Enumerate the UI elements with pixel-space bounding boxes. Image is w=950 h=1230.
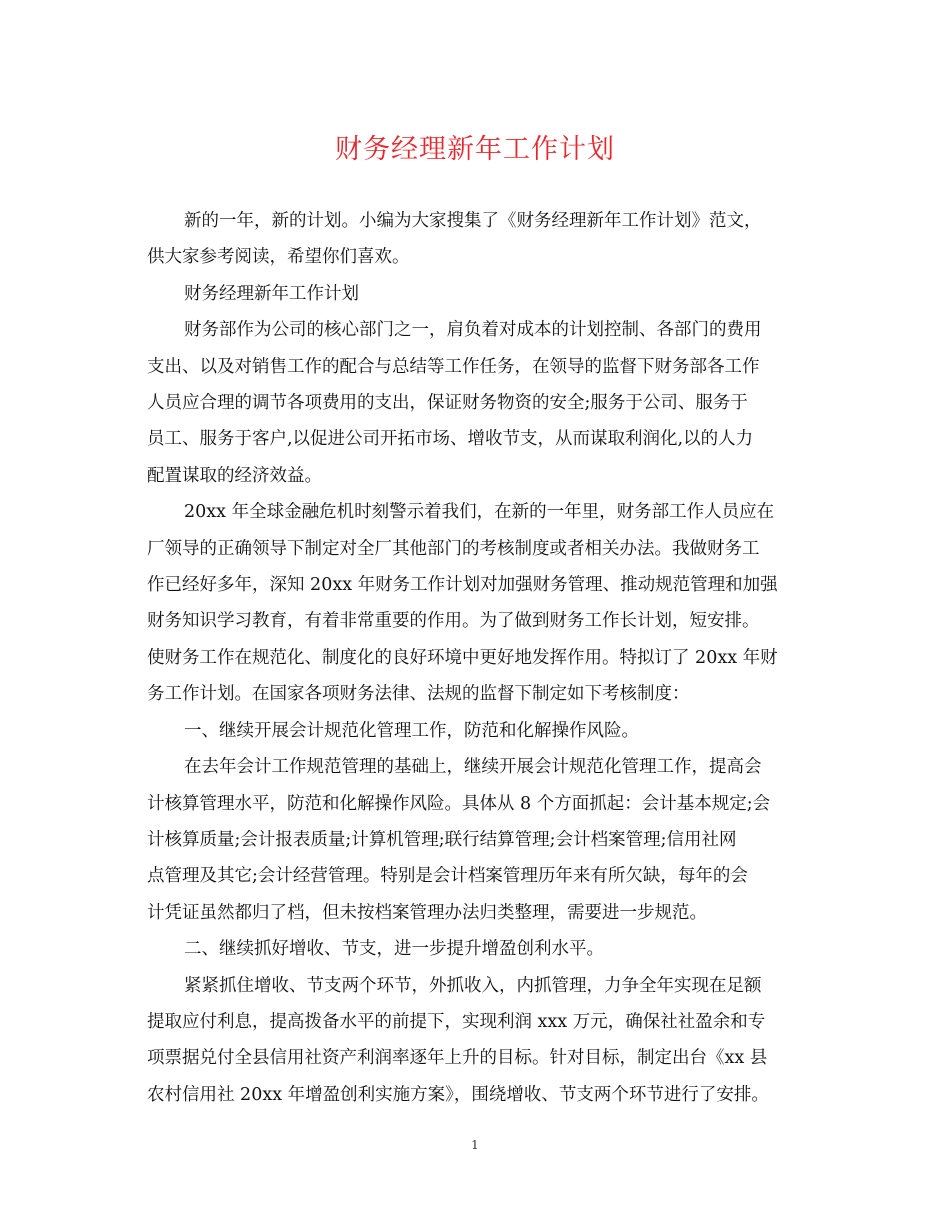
text-line: 计凭证虽然都归了档，但未按档案管理办法归类整理，需要进一步规范。 (147, 902, 707, 923)
section-heading-two (147, 931, 807, 967)
text-line: 二、继续抓好增收、节支，进一步提升增盈创利水平。 (184, 939, 604, 960)
text-line: 点管理及其它;会计经营管理。特别是会计档案管理历年来有所欠缺，每年的会 (147, 866, 748, 887)
text-line: 提取应付利息，提高拨备水平的前提下，实现利润 xxx 万元，确保社社盈余和专 (147, 1011, 766, 1032)
document-title: 财务经理新年工作计划 (335, 134, 615, 165)
text-line: 财务知识学习教育，有着非常重要的作用。为了做到财务工作长计划，短安排。 (147, 611, 760, 632)
page-number: 1 (471, 1138, 479, 1152)
text-line: 在去年会计工作规范管理的基础上，继续开展会计规范化管理工作，提高会 (184, 757, 762, 778)
text-line: 配置谋取的经济效益。 (147, 465, 322, 486)
text-line: 农村信用社 20xx 年增盈创利实施方案》，围绕增收、节支两个环节进行了安排。 (147, 1084, 769, 1105)
document-body (147, 203, 807, 1113)
text-line: 计核算管理水平，防范和化解操作风险。具体从 8 个方面抓起：会计基本规定;会 (147, 793, 771, 814)
text-line: 项票据兑付全县信用社资产利润率逐年上升的目标。针对目标，制定出台《xx 县 (147, 1048, 768, 1069)
text-line: 财务经理新年工作计划 (184, 283, 359, 304)
paragraph-accounting-management (147, 749, 807, 931)
text-line: 财务部作为公司的核心部门之一，肩负着对成本的计划控制、各部门的费用 (184, 320, 762, 341)
text-line: 新的一年，新的计划。小编为大家搜集了《财务经理新年工作计划》范文， (184, 211, 762, 231)
text-line: 计核算质量;会计报表质量;计算机管理;联行结算管理;会计档案管理;信用社网 (147, 829, 737, 850)
text-line: 员工、服务于客户,以促进公司开拓市场、增收节支，从而谋取利润化,以的人力 (147, 429, 754, 450)
paragraph-intro (147, 203, 807, 276)
text-line: 20xx 年全球金融危机时刻警示着我们，在新的一年里，财务部工作人员应在 (184, 502, 775, 523)
text-line: 务工作计划。在国家各项财务法律、法规的监督下制定如下考核制度： (147, 684, 690, 705)
text-line: 使财务工作在规范化、制度化的良好环境中更好地发挥作用。特拟订了 20xx 年财 (147, 647, 778, 668)
paragraph-subtitle (147, 276, 807, 312)
paragraph-revenue-expense (147, 968, 807, 1114)
paragraph-department-role (147, 312, 807, 494)
text-line: 人员应合理的调节各项费用的支出，保证财务物资的安全;服务于公司、服务于 (147, 393, 748, 414)
section-heading-one (147, 713, 807, 749)
text-line: 支出、以及对销售工作的配合与总结等工作任务，在领导的监督下财务部各工作 (147, 356, 760, 377)
text-line: 作已经好多年，深知 20xx 年财务工作计划对加强财务管理、推动规范管理和加强 (147, 575, 778, 596)
text-line: 紧紧抓住增收、节支两个环节，外抓收入，内抓管理，力争全年实现在足额 (184, 975, 762, 996)
text-line: 一、继续开展会计规范化管理工作，防范和化解操作风险。 (184, 720, 639, 741)
text-line: 供大家参考阅读，希望你们喜欢。 (147, 247, 410, 268)
text-line: 厂领导的正确领导下制定对全厂其他部门的考核制度或者相关办法。我做财务工 (147, 538, 760, 559)
paragraph-financial-crisis (147, 494, 807, 712)
